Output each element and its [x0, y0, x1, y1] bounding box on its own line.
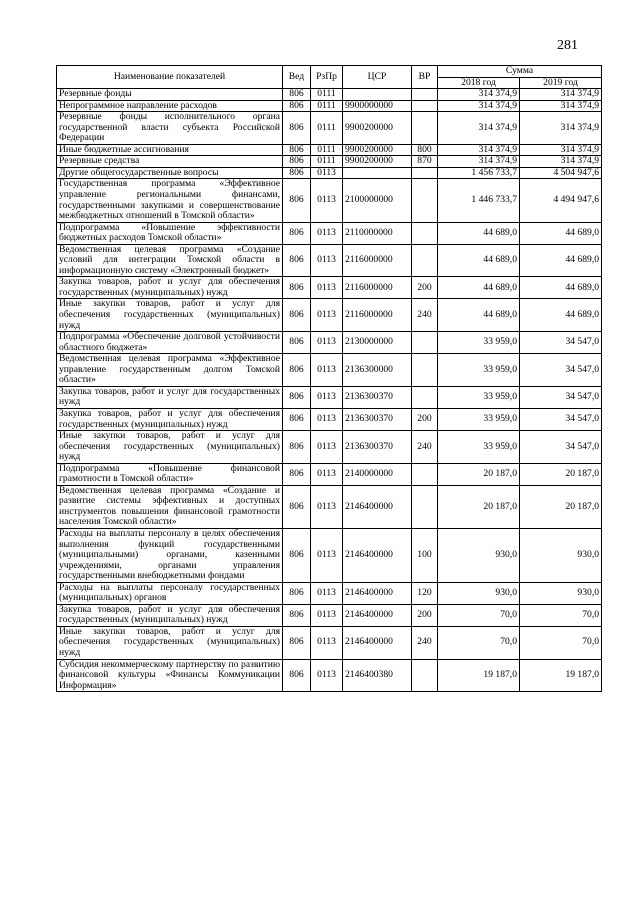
- cell-name: Ведомственная целевая программа «Создание условий для интеграции Томской области в информационную систему «Электронный бюджет»: [57, 244, 283, 277]
- cell-name: Резервные средства: [57, 156, 283, 168]
- cell-vr: 100: [412, 528, 438, 582]
- cell-y2019: 314 374,9: [520, 144, 602, 156]
- cell-rzpr: 0113: [311, 604, 343, 626]
- cell-name: Подпрограмма «Обеспечение долговой устойчивости областного бюджета»: [57, 332, 283, 354]
- cell-y2018: 70,0: [438, 604, 520, 626]
- cell-vr: 240: [412, 299, 438, 332]
- cell-name: Ведомственная целевая программа «Эффективное управление государственным долгом Томской области»: [57, 354, 283, 387]
- header-ved: Вед: [283, 66, 311, 89]
- cell-ved: 806: [283, 144, 311, 156]
- cell-rzpr: 0113: [311, 244, 343, 277]
- cell-vr: 240: [412, 626, 438, 659]
- cell-ved: 806: [283, 582, 311, 604]
- table-row: [57, 485, 602, 528]
- cell-y2019: 44 689,0: [520, 299, 602, 332]
- cell-ved: 806: [283, 354, 311, 387]
- cell-csr: 2136300000: [343, 354, 412, 387]
- cell-y2019: 70,0: [520, 604, 602, 626]
- cell-vr: 800: [412, 144, 438, 156]
- cell-csr: 2140000000: [343, 463, 412, 485]
- cell-name: Непрограммное направление расходов: [57, 100, 283, 112]
- cell-y2019: 314 374,9: [520, 100, 602, 112]
- cell-ved: 806: [283, 244, 311, 277]
- cell-ved: 806: [283, 386, 311, 408]
- table-row: [57, 604, 602, 626]
- table-row: [57, 354, 602, 387]
- table-row: [57, 386, 602, 408]
- cell-ved: 806: [283, 659, 311, 692]
- cell-y2019: 34 547,0: [520, 332, 602, 354]
- cell-y2018: 33 959,0: [438, 332, 520, 354]
- cell-y2018: 20 187,0: [438, 485, 520, 528]
- cell-vr: [412, 485, 438, 528]
- cell-rzpr: 0113: [311, 485, 343, 528]
- cell-ved: 806: [283, 222, 311, 244]
- cell-y2018: 33 959,0: [438, 431, 520, 464]
- cell-y2018: 44 689,0: [438, 244, 520, 277]
- cell-vr: [412, 659, 438, 692]
- header-rzpr: РзПр: [311, 66, 343, 89]
- cell-vr: [412, 167, 438, 179]
- cell-rzpr: 0111: [311, 144, 343, 156]
- cell-y2019: 34 547,0: [520, 408, 602, 430]
- cell-csr: 9900200000: [343, 144, 412, 156]
- cell-csr: 2136300370: [343, 386, 412, 408]
- cell-csr: 2116000000: [343, 299, 412, 332]
- table-row: [57, 144, 602, 156]
- cell-name: Резервные фонды: [57, 89, 283, 101]
- cell-csr: 2146400380: [343, 659, 412, 692]
- header-2019: 2019 год: [520, 77, 602, 89]
- cell-y2019: 930,0: [520, 528, 602, 582]
- cell-y2019: 19 187,0: [520, 659, 602, 692]
- cell-y2018: 33 959,0: [438, 386, 520, 408]
- cell-name: Иные закупки товаров, работ и услуг для обеспечения государственных (муниципальных) нужд: [57, 299, 283, 332]
- table-row: [57, 299, 602, 332]
- cell-csr: 2116000000: [343, 244, 412, 277]
- cell-ved: 806: [283, 156, 311, 168]
- cell-name: Подпрограмма «Повышение эффективности бюджетных расходов Томской области»: [57, 222, 283, 244]
- cell-csr: 2100000000: [343, 179, 412, 222]
- cell-y2018: 314 374,9: [438, 156, 520, 168]
- cell-csr: 2146400000: [343, 485, 412, 528]
- cell-y2018: 1 446 733,7: [438, 179, 520, 222]
- cell-y2018: 44 689,0: [438, 222, 520, 244]
- cell-vr: [412, 332, 438, 354]
- cell-rzpr: 0113: [311, 408, 343, 430]
- cell-y2019: 314 374,9: [520, 112, 602, 145]
- header-vr: ВР: [412, 66, 438, 89]
- header-csr: ЦСР: [343, 66, 412, 89]
- table-row: [57, 659, 602, 692]
- cell-y2018: 33 959,0: [438, 408, 520, 430]
- cell-rzpr: 0113: [311, 659, 343, 692]
- cell-y2019: 4 504 947,6: [520, 167, 602, 179]
- cell-y2018: 33 959,0: [438, 354, 520, 387]
- cell-rzpr: 0113: [311, 354, 343, 387]
- cell-vr: [412, 386, 438, 408]
- cell-vr: 240: [412, 431, 438, 464]
- cell-rzpr: 0113: [311, 582, 343, 604]
- cell-y2019: 34 547,0: [520, 431, 602, 464]
- cell-csr: 2146400000: [343, 582, 412, 604]
- cell-csr: 2130000000: [343, 332, 412, 354]
- cell-y2019: 314 374,9: [520, 156, 602, 168]
- cell-rzpr: 0113: [311, 528, 343, 582]
- table-row: [57, 528, 602, 582]
- table-row: [57, 277, 602, 299]
- cell-y2018: 314 374,9: [438, 89, 520, 101]
- table-row: [57, 244, 602, 277]
- table-row: [57, 582, 602, 604]
- cell-vr: [412, 100, 438, 112]
- cell-name: Ведомственная целевая программа «Создание и развитие системы эффективных и доступных инструментов повышения финансовой грамотности населения Томской области»: [57, 485, 283, 528]
- cell-rzpr: 0113: [311, 167, 343, 179]
- cell-ved: 806: [283, 179, 311, 222]
- cell-y2018: 314 374,9: [438, 100, 520, 112]
- cell-rzpr: 0113: [311, 332, 343, 354]
- cell-y2019: 930,0: [520, 582, 602, 604]
- cell-csr: 9900000000: [343, 100, 412, 112]
- cell-ved: 806: [283, 463, 311, 485]
- cell-csr: [343, 167, 412, 179]
- cell-y2018: 19 187,0: [438, 659, 520, 692]
- cell-csr: 2146400000: [343, 604, 412, 626]
- cell-name: Закупка товаров, работ и услуг для государственных нужд: [57, 386, 283, 408]
- cell-name: Подпрограмма «Повышение финансовой грамотности в Томской области»: [57, 463, 283, 485]
- cell-vr: 200: [412, 408, 438, 430]
- cell-y2019: 20 187,0: [520, 463, 602, 485]
- cell-y2018: 20 187,0: [438, 463, 520, 485]
- cell-ved: 806: [283, 89, 311, 101]
- header-name: Наименование показателей: [57, 66, 283, 89]
- cell-csr: 9900200000: [343, 156, 412, 168]
- cell-csr: 2110000000: [343, 222, 412, 244]
- cell-ved: 806: [283, 604, 311, 626]
- cell-rzpr: 0113: [311, 431, 343, 464]
- cell-y2018: 1 456 733,7: [438, 167, 520, 179]
- cell-rzpr: 0113: [311, 463, 343, 485]
- cell-ved: 806: [283, 167, 311, 179]
- cell-vr: 200: [412, 604, 438, 626]
- cell-csr: 2136300370: [343, 408, 412, 430]
- table-row: [57, 100, 602, 112]
- cell-ved: 806: [283, 626, 311, 659]
- cell-rzpr: 0113: [311, 299, 343, 332]
- cell-csr: 2146400000: [343, 528, 412, 582]
- cell-y2019: 34 547,0: [520, 386, 602, 408]
- cell-name: Иные бюджетные ассигнования: [57, 144, 283, 156]
- cell-name: Расходы на выплаты персоналу государственных (муниципальных) органов: [57, 582, 283, 604]
- cell-ved: 806: [283, 332, 311, 354]
- cell-name: Расходы на выплаты персоналу в целях обеспечения выполнения функций государственными (муниципальными) органами, казенными учреждениями, органами управления государственными внебюджетными фондами: [57, 528, 283, 582]
- cell-name: Субсидия некоммерческому партнерству по развитию финансовой культуры «Финансы Коммуникации Информация»: [57, 659, 283, 692]
- cell-y2018: 44 689,0: [438, 299, 520, 332]
- cell-name: Закупка товаров, работ и услуг для обеспечения государственных (муниципальных) нужд: [57, 408, 283, 430]
- cell-vr: [412, 112, 438, 145]
- cell-rzpr: 0113: [311, 179, 343, 222]
- header-2018: 2018 год: [438, 77, 520, 89]
- table-row: [57, 431, 602, 464]
- table-row: [57, 156, 602, 168]
- table-row: [57, 408, 602, 430]
- cell-y2018: 930,0: [438, 528, 520, 582]
- cell-y2019: 44 689,0: [520, 222, 602, 244]
- table-row: [57, 89, 602, 101]
- cell-vr: [412, 222, 438, 244]
- table-row: [57, 167, 602, 179]
- cell-rzpr: 0113: [311, 386, 343, 408]
- cell-name: Другие общегосударственные вопросы: [57, 167, 283, 179]
- cell-vr: [412, 89, 438, 101]
- cell-ved: 806: [283, 112, 311, 145]
- cell-vr: 200: [412, 277, 438, 299]
- cell-y2019: 314 374,9: [520, 89, 602, 101]
- cell-ved: 806: [283, 277, 311, 299]
- header-sum: Сумма: [438, 66, 602, 78]
- cell-rzpr: 0111: [311, 100, 343, 112]
- table-row: [57, 463, 602, 485]
- cell-vr: [412, 463, 438, 485]
- cell-y2019: 4 494 947,6: [520, 179, 602, 222]
- cell-csr: [343, 89, 412, 101]
- cell-vr: [412, 179, 438, 222]
- table-row: [57, 112, 602, 145]
- cell-rzpr: 0113: [311, 277, 343, 299]
- cell-csr: 9900200000: [343, 112, 412, 145]
- cell-y2018: 44 689,0: [438, 277, 520, 299]
- cell-ved: 806: [283, 299, 311, 332]
- cell-y2019: 44 689,0: [520, 277, 602, 299]
- table-row: [57, 626, 602, 659]
- cell-csr: 2146400000: [343, 626, 412, 659]
- table-row: [57, 179, 602, 222]
- cell-vr: [412, 354, 438, 387]
- cell-y2018: 314 374,9: [438, 144, 520, 156]
- cell-y2019: 44 689,0: [520, 244, 602, 277]
- cell-vr: 870: [412, 156, 438, 168]
- cell-ved: 806: [283, 528, 311, 582]
- table-row: [57, 332, 602, 354]
- cell-y2018: 314 374,9: [438, 112, 520, 145]
- cell-name: Государственная программа «Эффективное управление региональными финансами, государственными закупками и совершенствование межбюджетных отношений в Томской области»: [57, 179, 283, 222]
- cell-y2019: 70,0: [520, 626, 602, 659]
- cell-rzpr: 0113: [311, 222, 343, 244]
- cell-ved: 806: [283, 408, 311, 430]
- cell-rzpr: 0111: [311, 89, 343, 101]
- cell-vr: 120: [412, 582, 438, 604]
- cell-y2018: 70,0: [438, 626, 520, 659]
- cell-y2019: 34 547,0: [520, 354, 602, 387]
- table-row: [57, 222, 602, 244]
- cell-name: Резервные фонды исполнительного органа государственной власти субъекта Российской Федерации: [57, 112, 283, 145]
- cell-rzpr: 0113: [311, 626, 343, 659]
- cell-name: Закупка товаров, работ и услуг для обеспечения государственных (муниципальных) нужд: [57, 604, 283, 626]
- cell-y2018: 930,0: [438, 582, 520, 604]
- cell-name: Иные закупки товаров, работ и услуг для обеспечения государственных (муниципальных) нужд: [57, 431, 283, 464]
- cell-csr: 2136300370: [343, 431, 412, 464]
- cell-ved: 806: [283, 431, 311, 464]
- cell-ved: 806: [283, 100, 311, 112]
- cell-vr: [412, 244, 438, 277]
- cell-ved: 806: [283, 485, 311, 528]
- cell-y2019: 20 187,0: [520, 485, 602, 528]
- budget-table: [56, 65, 602, 692]
- cell-name: Закупка товаров, работ и услуг для обеспечения государственных (муниципальных) нужд: [57, 277, 283, 299]
- cell-csr: 2116000000: [343, 277, 412, 299]
- cell-name: Иные закупки товаров, работ и услуг для обеспечения государственных (муниципальных) нужд: [57, 626, 283, 659]
- page-number: 281: [557, 38, 578, 53]
- cell-rzpr: 0111: [311, 112, 343, 145]
- cell-rzpr: 0111: [311, 156, 343, 168]
